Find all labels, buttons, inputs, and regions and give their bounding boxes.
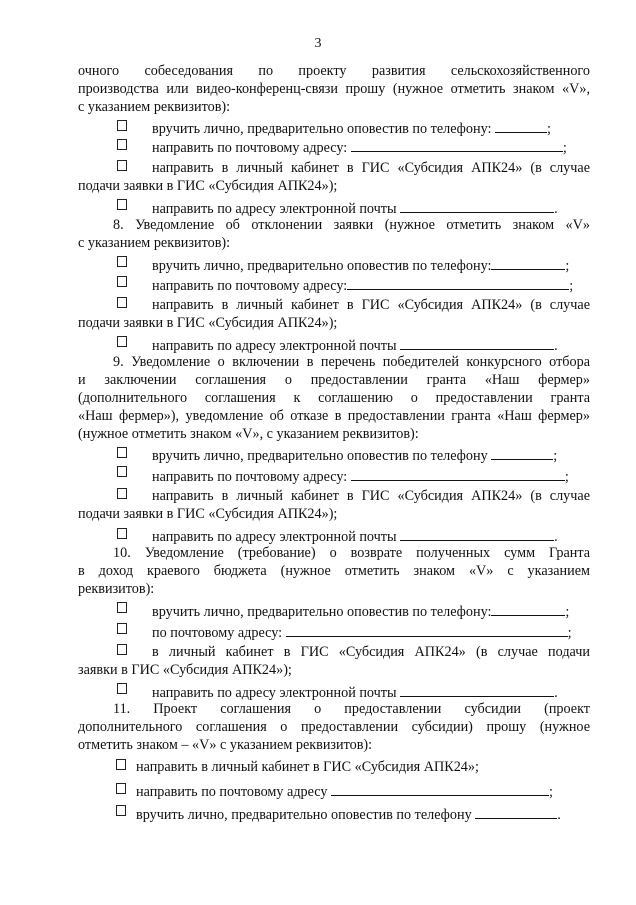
checkbox-cabinet[interactable]	[117, 160, 127, 171]
section-11-heading: отметить знаком – «V» с указанием реквизитов):	[78, 737, 373, 753]
option-cabinet: направить в личный кабинет в ГИС «Субсидия АПК24»;	[136, 759, 479, 775]
option-mail: направить по почтовому адресу ;	[136, 784, 553, 800]
checkbox-cabinet[interactable]	[117, 297, 127, 308]
email-blank[interactable]	[400, 200, 554, 213]
option-personal: вручить лично, предварительно оповестив по телефону ;	[152, 448, 558, 464]
option-mail: по почтовому адресу: ;	[152, 625, 572, 641]
phone-blank[interactable]	[491, 447, 553, 460]
checkbox-mail[interactable]	[117, 623, 127, 634]
section-9-heading: (нужное отметить знаком «V», с указанием реквизитов):	[78, 426, 419, 442]
checkbox-mail[interactable]	[117, 276, 127, 287]
checkbox-personal[interactable]	[117, 120, 127, 131]
checkbox-email[interactable]	[117, 683, 127, 694]
option-personal: вручить лично, предварительно оповестив по телефону: ;	[152, 604, 570, 620]
section-10-heading: 10. Уведомление (требование) о возврате полученных сумм Гранта	[113, 545, 590, 561]
option-cabinet-cont: подачи заявки в ГИС «Субсидия АПК24»);	[78, 178, 338, 194]
option-personal: вручить лично, предварительно оповестив по телефону: ;	[152, 121, 551, 137]
page-number: 3	[314, 36, 322, 51]
checkbox-personal[interactable]	[116, 805, 126, 816]
option-email: направить по адресу электронной почты .	[152, 338, 558, 354]
option-mail: направить по почтовому адресу: ;	[152, 469, 569, 485]
intro-line: с указанием реквизитов):	[78, 99, 231, 115]
address-blank[interactable]	[351, 139, 563, 152]
option-cabinet-cont: подачи заявки в ГИС «Субсидия АПК24»);	[78, 506, 338, 522]
address-blank[interactable]	[331, 783, 549, 796]
section-10-heading: в доход краевого бюджета (нужное отметить знаком «V» с указанием	[78, 563, 590, 579]
phone-blank[interactable]	[491, 257, 565, 270]
section-9-heading: 9. Уведомление о включении в перечень победителей конкурсного отбора	[113, 354, 590, 370]
option-email: направить по адресу электронной почты .	[152, 685, 558, 701]
checkbox-email[interactable]	[117, 336, 127, 347]
phone-blank[interactable]	[495, 120, 547, 133]
phone-blank[interactable]	[491, 603, 565, 616]
checkbox-personal[interactable]	[117, 447, 127, 458]
section-11-heading: дополнительного соглашения о предоставлении субсидии) прошу (нужное	[78, 719, 590, 735]
option-email: направить по адресу электронной почты .	[152, 201, 558, 217]
intro-line: производства или видео-конференц-связи прошу (нужное отметить знаком «V»,	[78, 81, 590, 97]
option-cabinet: в личный кабинет в ГИС «Субсидия АПК24» (в случае подачи	[152, 644, 590, 660]
checkbox-personal[interactable]	[117, 256, 127, 267]
checkbox-cabinet[interactable]	[117, 644, 127, 655]
option-personal: вручить лично, предварительно оповестив по телефону: ;	[152, 258, 570, 274]
checkbox-personal[interactable]	[117, 602, 127, 613]
option-cabinet: направить в личный кабинет в ГИС «Субсидия АПК24» (в случае	[152, 297, 590, 313]
section-9-heading: (дополнительного соглашения к соглашению о предоставлении гранта	[78, 390, 590, 406]
checkbox-mail[interactable]	[117, 466, 127, 477]
section-8-heading: с указанием реквизитов):	[78, 235, 231, 251]
option-cabinet-cont: подачи заявки в ГИС «Субсидия АПК24»);	[78, 315, 338, 331]
email-blank[interactable]	[400, 684, 554, 697]
option-cabinet: направить в личный кабинет в ГИС «Субсидия АПК24» (в случае	[152, 488, 590, 504]
option-email: направить по адресу электронной почты .	[152, 529, 558, 545]
intro-line: очного собеседования по проекту развития сельскохозяйственного	[78, 63, 590, 79]
checkbox-mail[interactable]	[116, 783, 126, 794]
address-blank[interactable]	[286, 624, 568, 637]
address-blank[interactable]	[347, 277, 569, 290]
option-cabinet-cont: заявки в ГИС «Субсидия АПК24»);	[78, 662, 292, 678]
checkbox-email[interactable]	[117, 199, 127, 210]
option-mail: направить по почтовому адресу: ;	[152, 278, 574, 294]
checkbox-mail[interactable]	[117, 139, 127, 150]
option-mail: направить по почтовому адресу: ;	[152, 140, 567, 156]
email-blank[interactable]	[400, 528, 554, 541]
section-9-heading: «Наш фермер»), уведомление об отказе в предоставлении гранта «Наш фермер»	[78, 408, 590, 424]
email-blank[interactable]	[400, 337, 554, 350]
section-8-heading: 8. Уведомление об отклонении заявки (нужное отметить знаком «V»	[113, 217, 590, 233]
phone-blank[interactable]	[475, 806, 557, 819]
checkbox-cabinet[interactable]	[117, 488, 127, 499]
section-9-heading: и заключении соглашения о предоставлении гранта «Наш фермер»	[78, 372, 590, 388]
address-blank[interactable]	[351, 468, 565, 481]
section-11-heading: 11. Проект соглашения о предоставлении субсидии (проект	[113, 701, 590, 717]
checkbox-cabinet[interactable]	[116, 759, 126, 770]
option-cabinet: направить в личный кабинет в ГИС «Субсидия АПК24» (в случае	[152, 160, 590, 176]
section-10-heading: реквизитов):	[78, 581, 155, 597]
checkbox-email[interactable]	[117, 528, 127, 539]
option-personal: вручить лично, предварительно оповестив по телефону .	[136, 807, 561, 823]
